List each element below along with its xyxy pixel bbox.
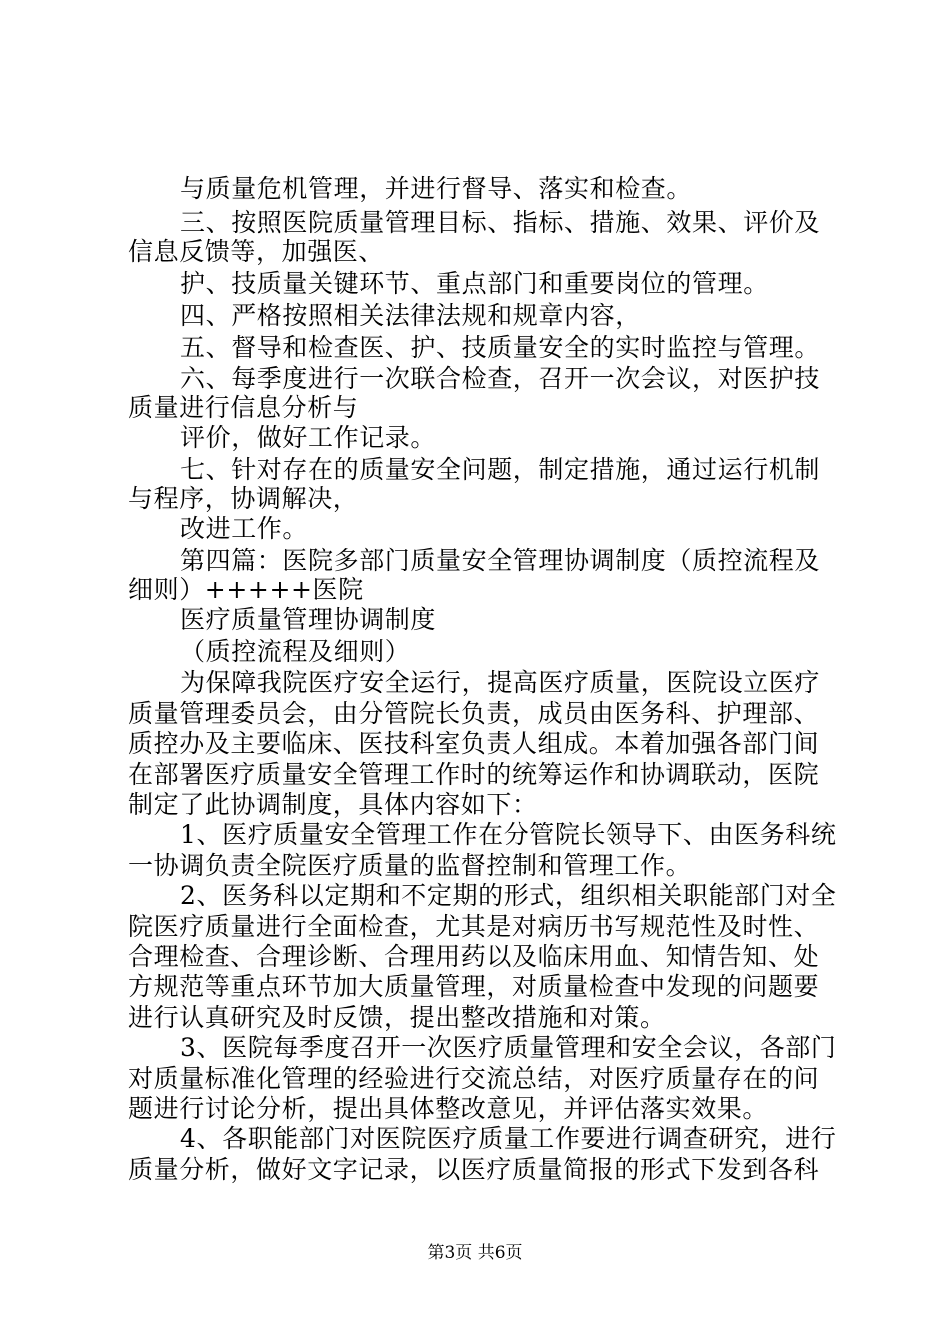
text-line: 质量进行信息分析与 <box>128 393 359 422</box>
text-line: 五、督导和检查医、护、技质量安全的实时监控与管理。 <box>180 333 821 362</box>
text-line: 质量管理委员会，由分管院长负责，成员由医务科、护理部、 <box>128 699 820 728</box>
text-line: 与质量危机管理，并进行督导、落实和检查。 <box>180 174 693 203</box>
text-line: 改进工作。 <box>180 514 309 543</box>
document-title: 医疗质量管理协调制度 <box>180 605 437 634</box>
section-heading: 第四篇：医院多部门质量安全管理协调制度（质控流程及 <box>180 546 821 575</box>
text-line: 在部署医疗质量安全管理工作时的统筹运作和协调联动，医院 <box>128 760 820 789</box>
text-line: 六、每季度进行一次联合检查，召开一次会议，对医护技 <box>180 364 821 393</box>
text-line: 题进行讨论分析，提出具体整改意见，并评估落实效果。 <box>128 1094 769 1123</box>
text-line: 质量分析，做好文字记录，以医疗质量简报的形式下发到各科 <box>128 1155 820 1184</box>
text-line: 1、医疗质量安全管理工作在分管院长领导下、由医务科统 <box>180 820 837 849</box>
document-subtitle: （质控流程及细则） <box>180 637 411 666</box>
text-line: 3、医院每季度召开一次医疗质量管理和安全会议，各部门 <box>180 1033 837 1062</box>
text-line: 对质量标准化管理的经验进行交流总结，对医疗质量存在的问 <box>128 1064 820 1093</box>
text-line: 质控办及主要临床、医技科室负责人组成。本着加强各部门间 <box>128 729 820 758</box>
text-line: 院医疗质量进行全面检查，尤其是对病历书写规范性及时性、 <box>128 912 820 941</box>
text-line: 2、医务科以定期和不定期的形式，组织相关职能部门对全 <box>180 881 837 910</box>
text-line: 四、严格按照相关法律法规和规章内容， <box>180 301 641 330</box>
page-footer: 第3页 共6页 <box>427 1243 523 1263</box>
text-line: 进行认真研究及时反馈，提出整改措施和对策。 <box>128 1003 666 1032</box>
text-line: 为保障我院医疗安全运行，提高医疗质量，医院设立医疗 <box>180 668 821 697</box>
text-line: 制定了此协调制度，具体内容如下： <box>128 790 538 819</box>
section-heading: 细则）+++++医院 <box>128 575 364 604</box>
text-line: 方规范等重点环节加大质量管理，对质量检查中发现的问题要 <box>128 972 820 1001</box>
text-line: 三、按照医院质量管理目标、指标、措施、效果、评价及 <box>180 208 821 237</box>
text-line: 信息反馈等，加强医、 <box>128 237 385 266</box>
text-line: 一协调负责全院医疗质量的监督控制和管理工作。 <box>128 851 692 880</box>
text-line: 合理检查、合理诊断、合理用药以及临床用血、知情告知、处 <box>128 942 820 971</box>
text-line: 与程序，协调解决， <box>128 484 359 513</box>
text-line: 评价，做好工作记录。 <box>180 423 437 452</box>
text-line: 4、各职能部门对医院医疗质量工作要进行调查研究，进行 <box>180 1124 837 1153</box>
text-line: 护、技质量关键环节、重点部门和重要岗位的管理。 <box>180 269 769 298</box>
text-line: 七、针对存在的质量安全问题，制定措施，通过运行机制 <box>180 455 821 484</box>
